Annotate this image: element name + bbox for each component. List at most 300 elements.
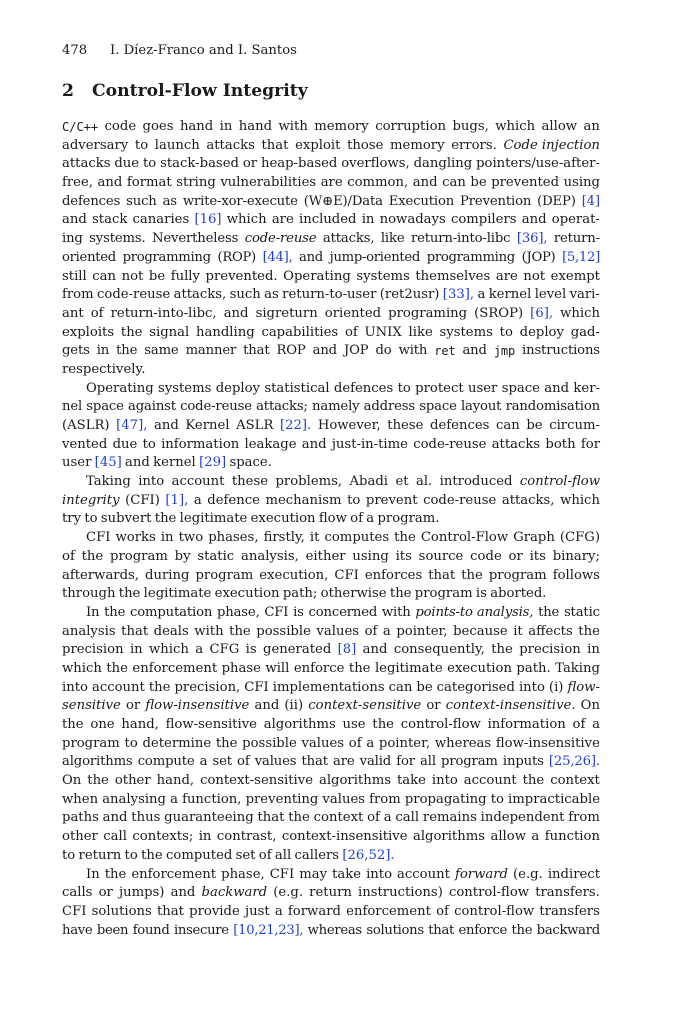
- word: systems: [158, 380, 212, 396]
- word: protect: [415, 380, 464, 396]
- word: the: [215, 735, 238, 751]
- word: account: [463, 773, 517, 789]
- word: callers: [294, 847, 340, 863]
- word: the: [538, 604, 560, 620]
- word: in: [96, 343, 110, 359]
- citation-link[interactable]: [45]: [94, 455, 122, 471]
- text-line: [62, 660, 600, 679]
- word: function: [544, 829, 600, 845]
- word: prevented: [491, 175, 560, 191]
- word: a: [366, 511, 375, 527]
- word: ant: [62, 305, 84, 321]
- word: leakage: [244, 436, 297, 452]
- word: execution: [447, 660, 512, 676]
- text-line: [62, 791, 600, 810]
- word: However,: [317, 418, 381, 433]
- word: stack: [92, 212, 128, 228]
- word: be: [416, 679, 433, 695]
- word: independent: [480, 810, 565, 826]
- word: and: [521, 212, 547, 228]
- word: that: [301, 754, 328, 770]
- emphasized-term: context-insensitive.: [445, 698, 576, 714]
- word: the: [104, 604, 126, 620]
- word: can: [496, 418, 520, 433]
- word: deals: [153, 623, 189, 639]
- word: subvert: [100, 511, 152, 527]
- word: other: [62, 829, 98, 845]
- word: hand: [179, 119, 214, 134]
- word: precision: [519, 642, 581, 658]
- word: phase: [221, 660, 261, 676]
- word: program: [62, 735, 120, 751]
- word: statistical: [264, 380, 330, 396]
- word: transfers: [539, 903, 600, 919]
- emphasized-term: integrity: [62, 492, 120, 508]
- word: (i): [548, 679, 564, 695]
- word: consequently,: [393, 642, 485, 658]
- text-line: [62, 510, 600, 529]
- word: due: [114, 156, 140, 172]
- word: exploit: [295, 137, 341, 153]
- word: phase,: [216, 604, 260, 620]
- word: to: [142, 436, 156, 452]
- word: space: [86, 399, 124, 415]
- word: code: [470, 548, 502, 564]
- word: the: [141, 847, 163, 863]
- word: contrast,: [216, 829, 277, 845]
- word: corruption: [375, 119, 447, 134]
- word: the: [389, 586, 412, 602]
- word: of: [367, 810, 380, 826]
- word: signal: [149, 324, 190, 340]
- word: overflows,: [341, 156, 410, 172]
- word: which: [495, 119, 536, 134]
- text-line: [62, 155, 600, 174]
- word: to: [124, 735, 138, 751]
- emphasized-term: points-to analysis,: [415, 604, 534, 620]
- citation-link[interactable]: [47],: [116, 418, 148, 433]
- word: return-: [553, 231, 600, 247]
- text-line: [62, 454, 600, 473]
- text-line: [62, 361, 600, 380]
- word: same: [144, 343, 179, 359]
- word: mechanism: [265, 492, 342, 508]
- word: that: [157, 903, 184, 919]
- code-term: ret: [434, 344, 456, 359]
- word: execution: [250, 511, 316, 527]
- word: a: [383, 810, 392, 826]
- word: exploits: [62, 324, 115, 340]
- word: into: [518, 679, 545, 695]
- running-head: [62, 42, 600, 60]
- word: in: [198, 829, 212, 845]
- text-line: [62, 473, 600, 492]
- word: use: [342, 717, 366, 732]
- word: Kernel: [185, 418, 230, 433]
- citation-link[interactable]: [4]: [581, 193, 600, 209]
- word: enforcement: [346, 903, 431, 919]
- word: remains: [422, 810, 477, 826]
- word: of: [436, 903, 449, 919]
- word: solutions: [366, 922, 424, 938]
- word: concerned: [308, 604, 378, 620]
- word: execution,: [259, 567, 329, 583]
- word: enforces: [364, 567, 423, 583]
- word: impracticable: [508, 791, 600, 807]
- word: to: [499, 324, 513, 340]
- word: pointer,: [378, 735, 431, 751]
- word: a: [170, 791, 178, 807]
- word: values: [254, 754, 297, 770]
- word: information: [487, 717, 566, 732]
- word: for: [580, 436, 600, 452]
- citation-link[interactable]: [6],: [530, 305, 554, 321]
- word: (JOP): [521, 249, 556, 265]
- citation-link[interactable]: [26,52].: [342, 847, 395, 863]
- word: just-in-time: [331, 436, 408, 452]
- word: UNIX: [364, 324, 402, 340]
- word: propagating: [404, 791, 487, 807]
- word: the: [229, 623, 251, 639]
- word: account: [171, 474, 225, 490]
- word: errors.: [451, 137, 497, 153]
- word: gad-: [570, 324, 600, 340]
- word: such: [229, 287, 261, 303]
- emphasized-term: sensitive: [62, 698, 121, 714]
- word: due: [112, 436, 138, 452]
- word: its: [529, 548, 546, 564]
- word: ker-: [573, 380, 600, 396]
- word: kernel: [153, 455, 196, 471]
- word: two: [178, 530, 204, 546]
- word: and: [412, 175, 438, 191]
- word: CFI: [264, 604, 289, 620]
- word: fully: [170, 268, 200, 284]
- word: context: [550, 773, 600, 789]
- word: Control-Flow: [420, 530, 509, 546]
- text-line: [62, 529, 600, 548]
- word: from: [369, 791, 401, 807]
- word: systems: [356, 268, 410, 284]
- word: the: [154, 511, 177, 527]
- word: the: [116, 343, 138, 359]
- word: hand: [238, 119, 273, 134]
- word: these: [231, 474, 269, 490]
- code-term: jmp: [493, 344, 516, 359]
- word: context-sensitive: [200, 773, 313, 789]
- text-line: [62, 380, 600, 399]
- word: ing: [62, 231, 83, 247]
- word: can: [92, 268, 117, 284]
- word: set: [235, 847, 256, 863]
- word: follows: [552, 567, 600, 583]
- word: or: [98, 885, 113, 901]
- word: that: [261, 137, 289, 153]
- word: Graph: [513, 530, 555, 546]
- citation-link[interactable]: [10,21,23],: [233, 922, 304, 938]
- word: Nevertheless: [152, 231, 239, 247]
- word: a: [274, 903, 283, 919]
- word: level: [534, 287, 567, 303]
- word: introduced: [439, 474, 513, 490]
- word: On: [580, 698, 600, 714]
- word: the: [288, 810, 310, 826]
- word: as: [264, 287, 279, 303]
- citation-link[interactable]: [44],: [262, 249, 293, 265]
- word: common,: [347, 175, 409, 191]
- text-line: [62, 809, 600, 828]
- word: Execution: [388, 193, 455, 209]
- word: defences: [430, 418, 490, 433]
- word: program: [414, 586, 473, 602]
- word: vulnerabilities: [220, 175, 317, 191]
- text-line: [62, 604, 600, 623]
- word: flow: [318, 511, 347, 527]
- word: programming: [122, 249, 211, 265]
- word: code-reuse: [423, 492, 497, 508]
- body-text: [62, 118, 600, 940]
- word: ROP: [276, 343, 306, 359]
- word: using: [563, 175, 600, 191]
- word: or: [426, 698, 441, 714]
- word: the: [81, 548, 104, 564]
- word: adversary: [62, 137, 129, 153]
- emphasized-term: control-flow: [519, 474, 600, 490]
- word: because: [453, 623, 508, 639]
- word: into: [431, 773, 458, 789]
- word: (e.g.: [513, 866, 543, 882]
- word: of: [62, 548, 75, 564]
- word: of: [90, 305, 104, 321]
- word: be: [470, 175, 487, 191]
- word: with: [278, 119, 308, 134]
- word: precision: [62, 642, 124, 658]
- word: static: [563, 604, 600, 620]
- word: and: [62, 212, 87, 228]
- page-number: 478: [62, 43, 88, 58]
- word: and: [102, 810, 128, 826]
- word: analysis,: [240, 548, 299, 564]
- citation-link[interactable]: [33],: [442, 287, 475, 303]
- text-line: [62, 716, 600, 735]
- word: In: [86, 866, 100, 882]
- word: In: [86, 604, 100, 620]
- word: and: [223, 305, 249, 321]
- word: the: [522, 773, 545, 789]
- text-line: [62, 585, 600, 604]
- word: with: [398, 343, 428, 359]
- word: account: [91, 679, 145, 695]
- word: found: [132, 922, 170, 938]
- word: (e.g.: [273, 885, 304, 901]
- word: attacks,: [501, 492, 555, 508]
- word: into: [138, 474, 165, 490]
- word: problems,: [275, 474, 343, 490]
- text-line: [62, 230, 600, 249]
- word: code-reuse: [413, 436, 487, 452]
- word: themselves: [415, 268, 491, 284]
- word: algorithms: [263, 717, 336, 732]
- word: the: [104, 866, 127, 882]
- word: using: [352, 548, 389, 564]
- word: like: [380, 231, 405, 247]
- word: address: [363, 399, 416, 415]
- word: Operating: [86, 380, 154, 396]
- word: to: [397, 380, 411, 396]
- text-line: [62, 286, 600, 305]
- word: and: [254, 698, 280, 714]
- word: a: [531, 829, 540, 845]
- word: are: [271, 212, 294, 228]
- word: against: [128, 399, 176, 415]
- word: control-flow: [448, 885, 530, 901]
- word: (CFG): [559, 530, 600, 546]
- word: context-insensitive: [281, 829, 408, 845]
- word: pointers/use-after-: [476, 156, 600, 172]
- citation-link[interactable]: [36],: [516, 231, 548, 247]
- emphasized-term: flow-: [567, 679, 600, 695]
- word: call: [395, 810, 420, 826]
- emphasized-term: forward: [454, 866, 508, 882]
- word: heap-based: [260, 156, 338, 172]
- word: attacks,: [173, 287, 227, 303]
- word: is: [245, 642, 257, 658]
- word: or: [242, 156, 258, 172]
- word: generated: [263, 642, 332, 658]
- word: been: [96, 922, 129, 938]
- word: which: [149, 642, 189, 658]
- word: Prevention: [460, 193, 532, 209]
- word: or: [508, 548, 523, 564]
- word: and: [312, 343, 337, 359]
- word: it: [309, 530, 320, 546]
- word: deploy: [215, 380, 261, 396]
- word: values: [322, 791, 366, 807]
- word: CFI: [62, 903, 87, 919]
- word: et: [395, 474, 409, 490]
- word: of: [237, 754, 250, 770]
- word: return: [309, 885, 352, 901]
- word: deploy: [519, 324, 564, 340]
- word: hand,: [121, 717, 159, 732]
- word: launch: [154, 137, 200, 153]
- emphasized-term: code-reuse: [244, 231, 317, 247]
- word: guaranteeing: [164, 810, 254, 826]
- word: a: [366, 735, 375, 751]
- word: implementations: [272, 679, 385, 695]
- word: forward: [287, 903, 341, 919]
- word: program: [488, 567, 547, 583]
- citation-link[interactable]: [25,26].: [548, 754, 600, 770]
- word: determine: [142, 735, 212, 751]
- word: that: [428, 922, 455, 938]
- citation-link[interactable]: [1],: [165, 492, 189, 508]
- word: flow-insensitive: [495, 735, 600, 751]
- text-line: [62, 342, 600, 361]
- word: (SROP): [474, 305, 524, 321]
- word: call: [103, 829, 127, 845]
- word: take: [396, 773, 426, 789]
- page: [62, 42, 600, 940]
- word: the: [120, 324, 143, 340]
- word: JOP: [343, 343, 369, 359]
- word: prevent: [365, 492, 418, 508]
- citation-link[interactable]: [8]: [337, 642, 357, 658]
- word: code-reuse: [180, 399, 252, 415]
- word: in: [129, 642, 143, 658]
- word: format: [126, 175, 172, 191]
- word: enforce: [458, 922, 508, 938]
- text-line: [62, 567, 600, 586]
- word: oriented: [62, 249, 116, 265]
- word: legitimate: [143, 586, 212, 602]
- word: enforcement: [131, 866, 217, 882]
- word: precision,: [174, 679, 241, 695]
- word: paths: [62, 810, 99, 826]
- word: these: [387, 418, 424, 433]
- word: insecure: [173, 922, 229, 938]
- word: of: [350, 511, 363, 527]
- citation-link[interactable]: [16]: [194, 212, 222, 228]
- word: oriented: [324, 305, 382, 321]
- word: be: [148, 268, 166, 284]
- word: hand,: [156, 773, 195, 789]
- text-line: [62, 118, 600, 137]
- word: through: [62, 586, 116, 602]
- word: can: [388, 679, 413, 695]
- citation-link[interactable]: [22].: [279, 418, 312, 433]
- word: of: [258, 847, 272, 863]
- word: the: [372, 717, 394, 732]
- word: thus: [131, 810, 161, 826]
- word: attacks: [491, 436, 541, 452]
- word: a: [382, 623, 391, 639]
- word: compute: [137, 754, 195, 770]
- word: are: [320, 175, 343, 191]
- text-line: [62, 641, 600, 660]
- word: program.: [377, 511, 440, 527]
- word: still: [62, 268, 87, 284]
- word: calls: [62, 885, 93, 901]
- word: path;: [282, 586, 318, 602]
- word: CFI: [244, 679, 269, 695]
- word: CFI: [269, 866, 295, 882]
- word: values: [316, 623, 360, 639]
- word: algorithms: [318, 773, 392, 789]
- word: or: [125, 698, 141, 714]
- word: the: [491, 642, 513, 658]
- word: included: [299, 212, 357, 228]
- word: return-to-user: [282, 287, 377, 303]
- word: indirect: [547, 866, 600, 882]
- text-line: [62, 268, 600, 287]
- citation-link[interactable]: [5,12]: [562, 249, 600, 265]
- word: such: [126, 193, 157, 209]
- word: instructions: [522, 343, 600, 359]
- word: function,: [182, 791, 242, 807]
- word: to: [347, 492, 361, 508]
- word: program: [441, 754, 498, 770]
- word: sigreturn: [255, 305, 318, 321]
- word: that: [121, 623, 149, 639]
- word: to: [62, 847, 76, 863]
- word: transfers.: [535, 885, 600, 901]
- word: a: [195, 642, 204, 658]
- word: works: [115, 530, 156, 546]
- word: possible: [242, 735, 297, 751]
- citation-link[interactable]: [29]: [199, 455, 227, 471]
- word: with: [194, 623, 224, 639]
